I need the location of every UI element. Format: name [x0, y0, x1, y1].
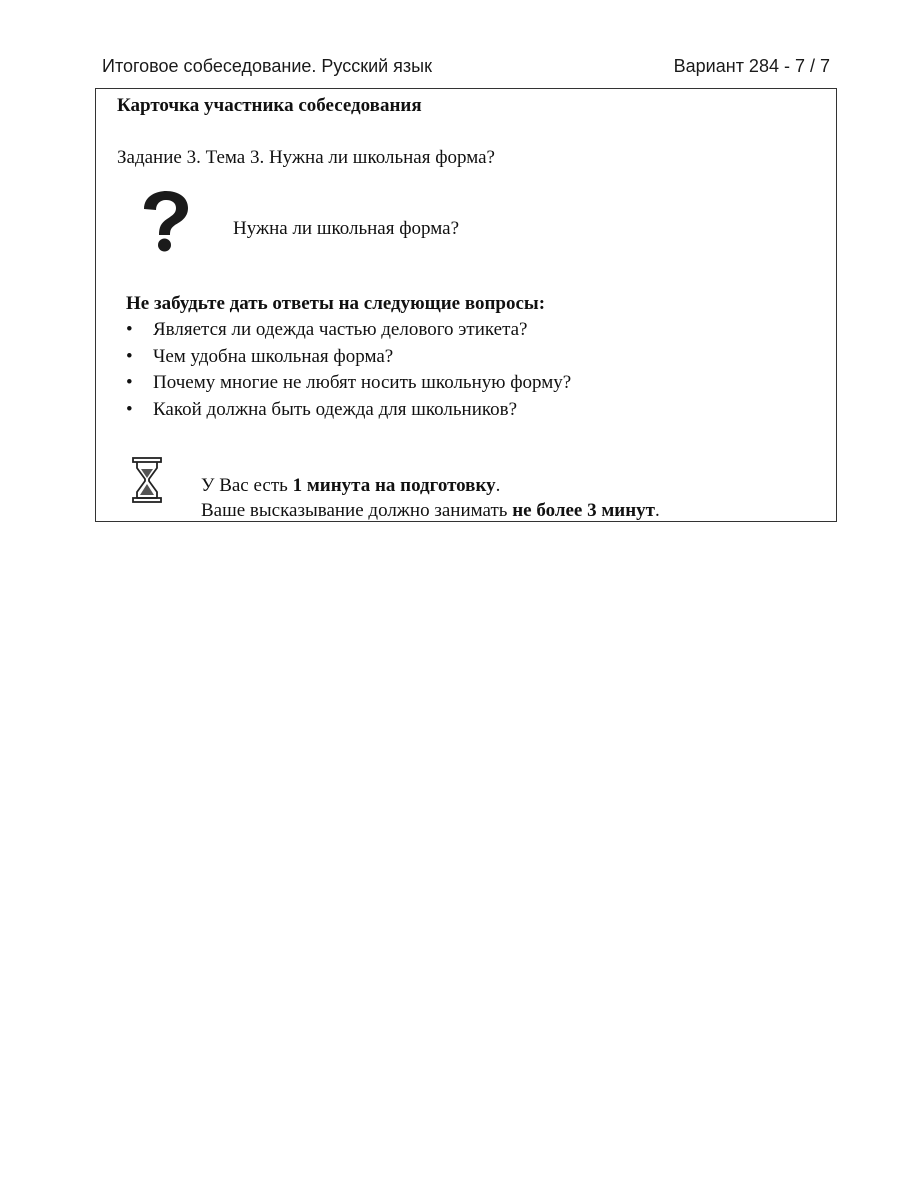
prep-time-emphasis: 1 минута на подготовку: [292, 475, 496, 496]
time-info: [201, 473, 660, 523]
participant-card: [95, 88, 837, 522]
list-item-text: Почему многие не любят носить школьную форму?: [153, 372, 572, 393]
list-item: [126, 344, 826, 371]
hourglass-icon: [132, 457, 162, 503]
list-item: [126, 397, 826, 424]
question-mark-icon: [130, 187, 200, 253]
reminder-block: [126, 291, 826, 423]
bullet-icon: •: [126, 398, 133, 420]
document-title: Итоговое собеседование. Русский язык: [102, 56, 432, 76]
bullet-icon: •: [126, 319, 133, 340]
task-line: Задание 3. Тема 3. Нужна ли школьная форма?: [117, 147, 495, 168]
bullet-icon: •: [126, 372, 133, 393]
page-header: [102, 54, 830, 78]
prep-time-line: У Вас есть 1 минута на подготовку.: [201, 475, 501, 496]
variant-page-number: Вариант 284 - 7 / 7: [673, 56, 830, 76]
list-item-text: Чем удобна школьная форма?: [153, 345, 394, 367]
list-item: [126, 370, 826, 397]
list-item: [126, 317, 826, 344]
bullet-icon: •: [126, 345, 133, 367]
talk-time-line: Ваше высказывание должно занимать не более 3 минут.: [201, 500, 660, 521]
card-title: Карточка участника собеседования: [117, 95, 422, 116]
topic-question: Нужна ли школьная форма?: [233, 218, 460, 239]
list-item-text: Является ли одежда частью делового этикета?: [153, 319, 528, 340]
list-item-text: Какой должна быть одежда для школьников?: [153, 398, 518, 420]
reminder-heading: Не забудьте дать ответы на следующие вопросы:: [126, 293, 546, 314]
talk-time-emphasis: не более 3 минут: [512, 500, 656, 521]
guiding-questions-list: [126, 317, 826, 423]
